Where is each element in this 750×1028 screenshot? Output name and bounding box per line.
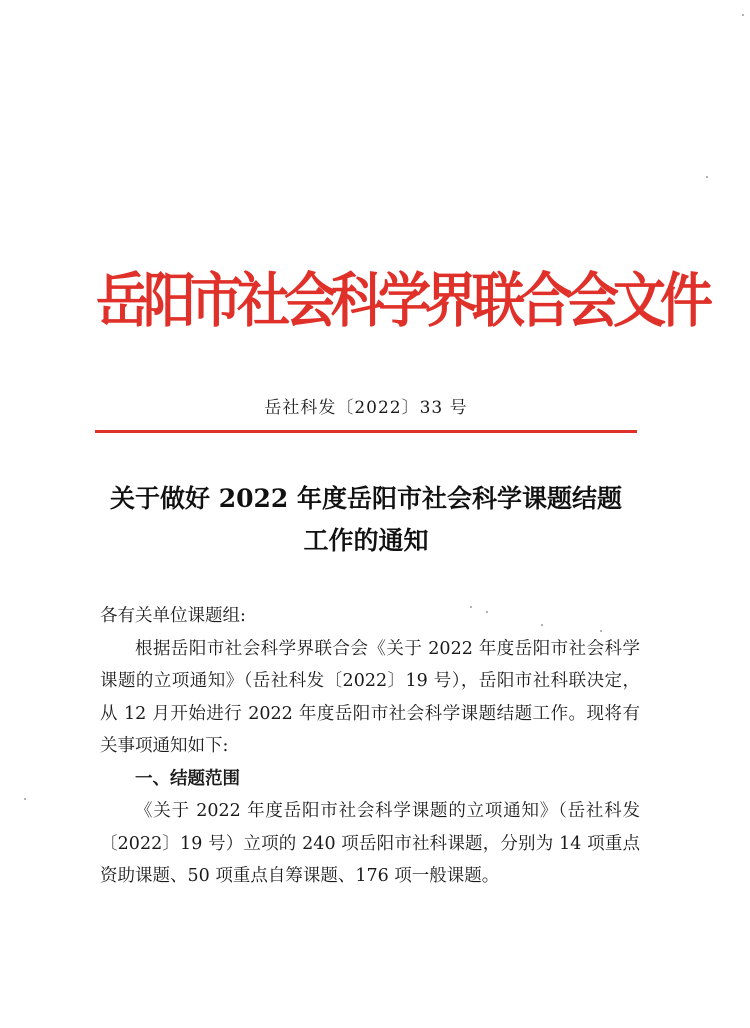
document-number: 岳社科发〔2022〕33 号 xyxy=(264,398,468,418)
issuing-authority-header: 岳阳市社会科学界联合会文件 xyxy=(96,267,707,336)
red-divider-line xyxy=(95,430,637,433)
scan-speck xyxy=(706,176,708,178)
section-1-paragraph: 《关于 2022 年度岳阳市社会科学课题的立项通知》（岳社科发〔2022〕19 号）立项的 240 项岳阳市社科课题，分别为 14 项重点资助课题、50 项重点自筹课题、176 项一般课题。 xyxy=(100,801,640,886)
scan-speck xyxy=(742,14,744,16)
notice-title-line-1: 关于做好 2022 年度岳阳市社会科学课题结题 xyxy=(110,484,622,513)
notice-body xyxy=(100,600,640,893)
salutation: 各有关单位课题组: xyxy=(100,606,246,626)
notice-title xyxy=(96,478,636,562)
body-paragraph-1: 根据岳阳市社会科学界联合会《关于 2022 年度岳阳市社会科学课题的立项通知》（岳社科发〔2022〕19 号），岳阳市社科联决定，从 12 月开始进行 2022 年度岳阳市社会科学课题结题工作。现将有关事项通知如下: xyxy=(100,638,640,756)
section-1-heading: 一、结题范围 xyxy=(135,768,240,789)
scan-speck xyxy=(470,606,472,608)
scan-speck xyxy=(600,630,602,632)
notice-title-line-2: 工作的通知 xyxy=(303,526,429,555)
scan-speck xyxy=(541,624,543,626)
scan-speck xyxy=(24,798,26,800)
scan-speck xyxy=(486,611,488,613)
